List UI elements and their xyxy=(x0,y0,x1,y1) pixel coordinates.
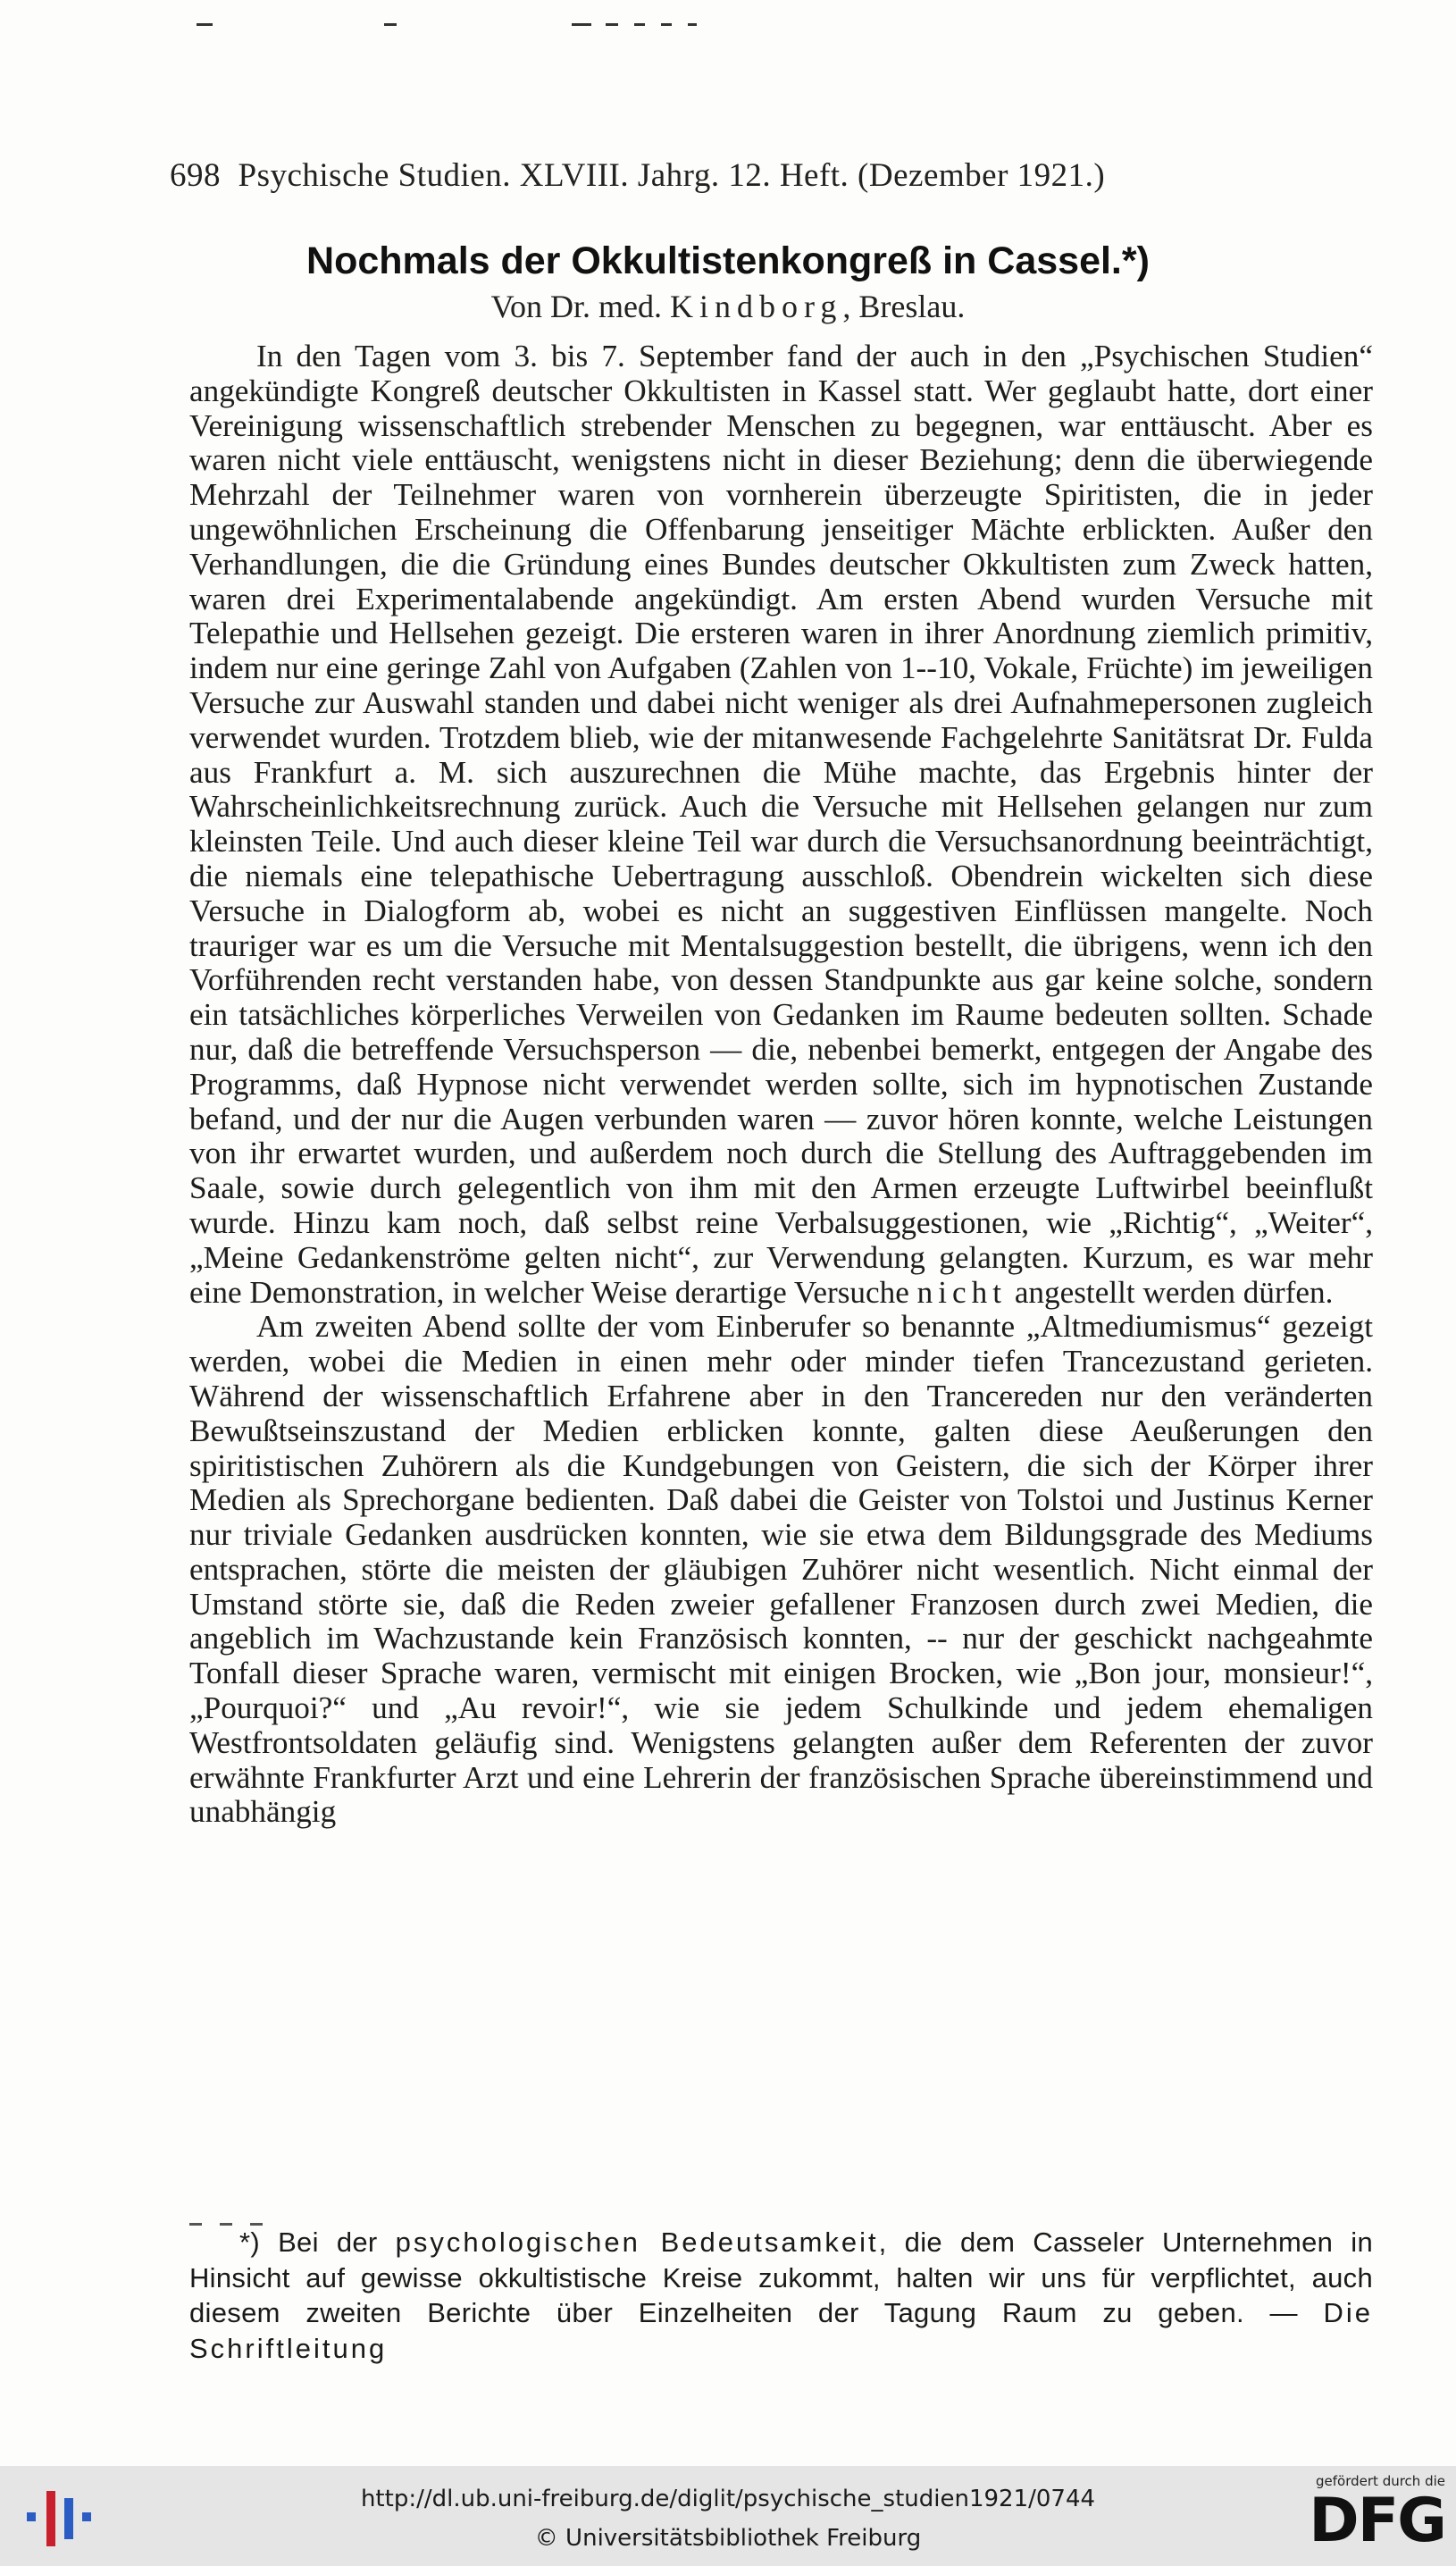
footnote-divider xyxy=(189,2212,297,2215)
footnote xyxy=(189,2225,1373,2366)
article-body xyxy=(189,340,1373,1830)
dfg-logo-text: DFG xyxy=(1309,2486,1445,2556)
paragraph-1-text: In den Tagen vom 3. bis 7. September fand der auch in den „Psychischen Studien“ angekündigte Kongreß deutscher Okkultisten in Kassel statt. Wer geglaubt hatte, dort einer Vereinigung wissenschaftlich strebender Menschen zu begegnen, war enttäuscht. Aber es waren nicht viele enttäuscht, wenigstens nicht in dieser Beziehung; denn die überwiegende Mehrzahl der Teilnehmer waren von vornherein überzeugte Spiritisten, die in jeder ungewöhnlichen Erscheinung die Offenbarung jenseitiger Mächte erblickten. Außer den Verhandlungen, die die Gründung eines Bundes deutscher Okkultisten zum Zweck hatten, waren drei Experimentalabende angekündigt. Am ersten Abend wurden Versuche mit Telepathie und Hellsehen gezeigt. Die ersteren waren in ihrer Anordnung ziemlich primitiv, indem nur eine geringe Zahl von Aufgaben (Zahlen von 1--10, Vokale, Früchte) im jeweiligen Versuche zur Auswahl standen und dabei nicht weniger als drei Aufnahmepersonen zugleich verwendet wurden. Trotzdem blieb, wie der mitanwesende Fachgelehrte Sanitätsrat Dr. Fulda aus Frankfurt a. M. sich auszurechnen die Mühe machte, das Ergebnis hinter der Wahrscheinlichkeitsrechnung zurück. Auch die Versuche mit Hellsehen gelangen nur zum kleinsten Teile. Und auch dieser kleine Teil war durch die Versuchsanordnung beeinträchtigt, die niemals eine telepathische Uebertragung ausschloß. Obendrein wickelten sich diese Versuche in Dialogform ab, wobei es nicht an suggestiven Einflüssen mangelte. Noch trauriger war es um die Versuche mit Mentalsuggestion bestellt, die übrigens, wenn ich den Vorführenden recht verstanden habe, von dessen Standpunkte aus gar keine solche, sondern ein tatsächliches körperliches Verweilen von Gedanken im Raume bedeuten sollten. Schade nur, daß die betreffende Versuchsperson — die, nebenbei bemerkt, entgegen der Angabe des Programms, daß Hypnose nicht verwendet werden sollte, sich im hypnotischen Zustande befand, und der nur die Augen verbunden waren — zuvor hören konnte, welche Leistungen von ihr erwartet wurden, und außerdem noch durch die Stellung des Auftraggebenden im Saale, sowie durch gelegentlich von ihm mit den Armen erzeugte Luftwirbel beeinflußt wurde. Hinzu kam noch, daß selbst reine Verbalsuggestionen, wie „Richtig“, „Weiter“, „Meine Gedankenströme gelten nicht“, zur Verwendung gelangten. Kurzum, es war mehr eine Demonstration, in welcher Weise derartige Versuche xyxy=(189,339,1373,1310)
scan-edge-marks xyxy=(179,16,715,34)
dfg-logo xyxy=(1267,2473,1445,2559)
byline-prefix: Von Dr. med. xyxy=(490,289,663,324)
page-number: 698 xyxy=(170,157,221,194)
footnote-signature: Die Schriftleitung xyxy=(189,2297,1373,2364)
article-title: Nochmals der Okkultistenkongreß in Cassel.*) xyxy=(306,239,1150,282)
dfg-caption: gefördert durch die xyxy=(1316,2473,1445,2489)
permalink-url[interactable]: http://dl.ub.uni-freiburg.de/diglit/psychische_studien1921/0744 xyxy=(360,2486,1096,2512)
byline xyxy=(0,288,1456,325)
footnote-lead: Bei der xyxy=(278,2226,378,2258)
viewer-footer xyxy=(0,2466,1456,2566)
byline-suffix: , Breslau. xyxy=(842,289,966,324)
paragraph-1-end: angestellt werden dürfen. xyxy=(1014,1274,1334,1310)
footnote-emphasis: psychologischen Bedeutsamkeit xyxy=(395,2226,879,2258)
byline-author: Kindborg xyxy=(670,289,843,324)
footnote-marker: *) xyxy=(239,2226,260,2258)
copyright-notice: © Universitätsbibliothek Freiburg xyxy=(534,2525,922,2552)
paragraph-1 xyxy=(189,340,1373,1310)
emphasis-nicht: nicht xyxy=(916,1274,1008,1310)
footnote-text: , die dem Casseler Unternehmen in Hinsicht auf gewisse okkultistische Kreise zukommt, halten wir uns für verpflichtet, auch diesem zweiten Berichte über Einzelheiten der Tagung Raum zu geben. — xyxy=(189,2226,1373,2328)
running-title: Psychische Studien. XLVIII. Jahrg. 12. Heft. (Dezember 1921.) xyxy=(238,157,1106,194)
running-header xyxy=(170,156,1277,195)
paragraph-2: Am zweiten Abend sollte der vom Einberufer so benannte „Altmediumismus“ gezeigt werden, wobei die Medien in einen mehr oder minder tiefen Trancezustand gerieten. Während der wissenschaftlich Erfahrene aber in den Trancereden nur den veränderten Bewußtseinszustand der Medien erblicken konnte, galten diese Aeußerungen den spiritistischen Zuhörern als die Kundgebungen von Geistern, die sich der Körper ihrer Medien als Sprechorgane bedienten. Daß dabei die Geister von Tolstoi und Justinus Kerner nur triviale Gedanken ausdrücken konnten, wie sie etwa dem Bildungsgrade des Mediums entsprachen, störte die meisten der gläubigen Zuhörer nicht wesentlich. Nicht einmal der Umstand störte sie, daß die Reden zweier gefallener Franzosen durch zwei Medien, die angeblich im Wachzustande kein Französisch konnten, -- nur der geschickt nachgeahmte Tonfall dieser Sprache waren, vermischt mit einigen Brocken, wie „Bon jour, monsieur!“, „Pourquoi?“ und „Au revoir!“, wie sie jedem Schulkinde und jedem ehemaligen Westfrontsoldaten geläufig sind. Wenigstens gelangten außer dem Referenten der zuvor erwähnte Frankfurter Arzt und eine Lehrerin der französischen Sprache übereinstimmend und unabhängig xyxy=(189,1309,1373,1830)
